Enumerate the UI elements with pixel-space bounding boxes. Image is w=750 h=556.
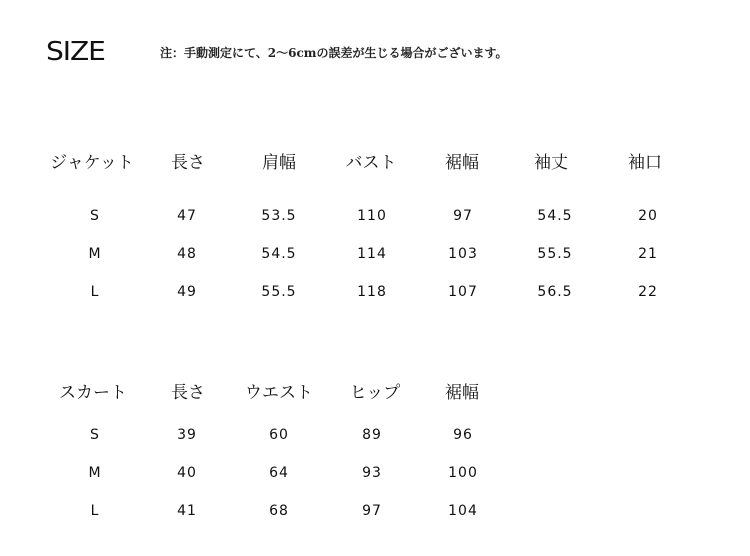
skirt-header-cell: 長さ [171,383,205,403]
jacket-cell: 55.5 [261,284,297,300]
jacket-cell: 55.5 [537,246,573,262]
skirt-cell-size: M [88,465,102,481]
measurement-note: 注：手動測定にて、2〜6cmの誤差が生じる場合がございます。 [160,46,508,60]
jacket-header-cell: 袖丈 [534,153,568,173]
skirt-header-cell: ウエスト [245,383,313,403]
jacket-cell: 110 [357,208,387,224]
jacket-cell: 20 [638,208,658,224]
skirt-header-cell: 裾幅 [445,383,479,403]
skirt-cell: 96 [453,427,473,443]
skirt-cell: 41 [177,503,197,519]
jacket-cell-size: S [90,208,100,224]
jacket-header-cell: 裾幅 [445,153,479,173]
jacket-cell: 49 [177,284,197,300]
skirt-header-cell: スカート [59,383,127,403]
skirt-cell: 89 [362,427,382,443]
jacket-cell: 56.5 [537,284,573,300]
jacket-cell-size: M [88,246,102,262]
jacket-header-cell: バスト [345,153,397,173]
jacket-header-cell: 長さ [171,153,205,173]
jacket-cell: 47 [177,208,197,224]
size-title: SIZE [46,37,105,67]
jacket-cell: 107 [448,284,478,300]
jacket-header-cell: 肩幅 [262,153,296,173]
jacket-cell: 103 [448,246,478,262]
jacket-header-cell: ジャケット [50,153,134,173]
skirt-cell: 40 [177,465,197,481]
jacket-cell: 54.5 [537,208,573,224]
jacket-cell-size: L [90,284,100,300]
skirt-cell: 39 [177,427,197,443]
skirt-cell: 97 [362,503,382,519]
skirt-cell: 104 [448,503,478,519]
jacket-cell: 21 [638,246,658,262]
skirt-header-cell: ヒップ [349,383,401,403]
skirt-cell: 93 [362,465,382,481]
skirt-cell-size: L [90,503,100,519]
skirt-cell: 60 [269,427,289,443]
jacket-cell: 114 [357,246,387,262]
jacket-cell: 97 [453,208,473,224]
jacket-cell: 53.5 [261,208,297,224]
jacket-cell: 118 [357,284,387,300]
skirt-cell: 64 [269,465,289,481]
jacket-header-cell: 袖口 [628,153,662,173]
skirt-cell: 100 [448,465,478,481]
jacket-cell: 48 [177,246,197,262]
skirt-cell: 68 [269,503,289,519]
jacket-cell: 54.5 [261,246,297,262]
skirt-cell-size: S [90,427,100,443]
jacket-cell: 22 [638,284,658,300]
